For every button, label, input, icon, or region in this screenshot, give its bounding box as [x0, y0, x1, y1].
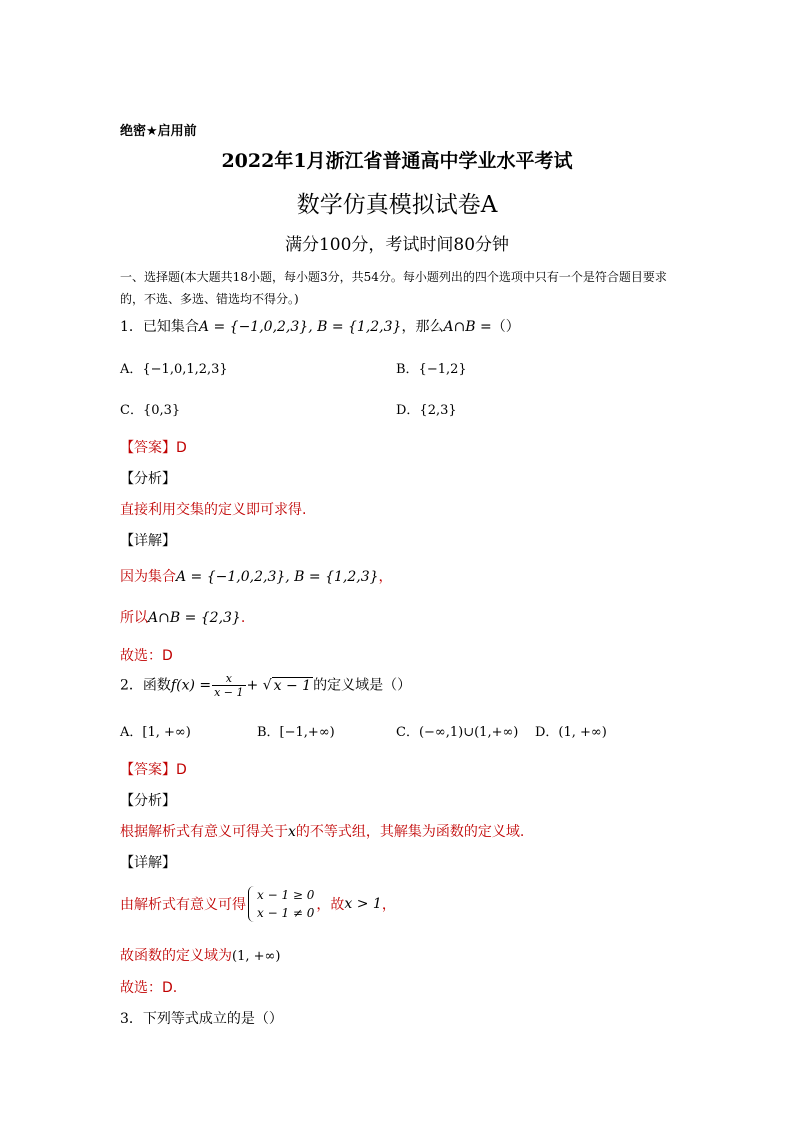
- q1-detail-line2: [120, 607, 245, 627]
- q1-option-a[interactable]: A．{−1,0,1,2,3}: [120, 362, 228, 377]
- q3-stem: 3．下列等式成立的是（）: [120, 1011, 283, 1027]
- q1-stem-suffix: （）: [491, 319, 520, 335]
- q2-stem-prefix: 2．函数: [120, 677, 171, 694]
- q1-detail2-math: A∩B = {2,3}: [148, 610, 241, 626]
- q2-detail1-mid: ，故: [316, 897, 345, 913]
- q2-choose: 故选：D.: [120, 980, 178, 996]
- q2-analysis-prefix: 根据解析式有意义可得关于: [120, 824, 288, 840]
- q2-option-c[interactable]: C．(−∞,1)∪(1,+∞): [396, 725, 519, 740]
- q1-answer-value: D: [176, 440, 187, 456]
- q2-sys-line2: x − 1 ≠ 0: [257, 906, 315, 920]
- q2-analysis-suffix: 的不等式组，其解集为函数的定义域.: [295, 824, 525, 840]
- secret-label: 绝密★启用前: [120, 124, 197, 139]
- q2-stem-suffix: 的定义域是（）: [313, 677, 412, 694]
- q1-stem-mid: ，那么: [401, 319, 444, 335]
- q2-detail1-math: x > 1: [344, 896, 382, 912]
- q1-detail1-math: A = {−1,0,2,3}, B = {1,2,3}: [176, 569, 379, 585]
- q2-detail-line1: [120, 886, 396, 922]
- q1-analysis: 直接利用交集的定义即可求得.: [120, 502, 307, 518]
- q2-detail-line2: [120, 945, 280, 965]
- q2-frac-den: x − 1: [214, 686, 244, 699]
- q1-option-b[interactable]: B．{−1,2}: [396, 362, 467, 377]
- q2-detail2-prefix: 故函数的定义域为: [120, 948, 232, 964]
- q1-stem: [120, 316, 520, 336]
- q2-analysis: [120, 821, 524, 841]
- q2-analysis-label: 【分析】: [120, 793, 176, 809]
- q1-detail-line1: [120, 566, 393, 586]
- q1-detail1-prefix: 因为集合: [120, 569, 176, 585]
- q2-sqrt-body: x − 1: [273, 677, 312, 694]
- q2-option-d[interactable]: D．(1, +∞): [535, 725, 607, 740]
- q1-answer: [120, 437, 187, 457]
- q2-inequality-system: [248, 886, 314, 922]
- exam-title: 2022年1月浙江省普通高中学业水平考试: [221, 150, 573, 172]
- section-intro: 一、选择题(本大题共18小题，每小题3分，共54分。每小题列出的四个选项中只有一个是符合题目要求的，不选、多选、错选均不得分。): [120, 270, 667, 306]
- score-time: 满分100分，考试时间80分钟: [284, 235, 510, 255]
- q2-detail1-prefix: 由解析式有意义可得: [120, 897, 246, 913]
- q2-fraction: [212, 672, 245, 699]
- q2-answer-value: D: [176, 762, 187, 778]
- q1-stem-math2: A∩B =: [443, 319, 492, 335]
- q2-detail2-math: (1, +∞): [232, 949, 281, 964]
- exam-subtitle: 数学仿真模拟试卷A: [296, 192, 498, 218]
- q2-option-a[interactable]: A．[1, +∞): [120, 725, 191, 740]
- q1-stem-math: A = {−1,0,2,3}, B = {1,2,3}: [198, 319, 402, 335]
- q1-analysis-label: 【分析】: [120, 471, 176, 487]
- q1-detail2-prefix: 所以: [120, 610, 148, 626]
- q1-answer-label: 【答案】: [120, 440, 176, 456]
- q1-choose: 故选：D: [120, 648, 173, 664]
- q1-detail2-suffix: .: [240, 610, 246, 626]
- q2-plus-sqrt: + √: [246, 677, 272, 694]
- q1-option-c[interactable]: C．{0,3}: [120, 403, 181, 418]
- q2-detail1-suffix: ，: [381, 897, 396, 913]
- q2-stem: [120, 672, 411, 699]
- q2-fx: f(x) =: [170, 677, 212, 694]
- q2-answer-label: 【答案】: [120, 762, 176, 778]
- q1-option-d[interactable]: D．{2,3}: [396, 403, 457, 418]
- q2-detail-label: 【详解】: [120, 855, 176, 871]
- q2-frac-num: x: [212, 672, 245, 686]
- q1-detail1-suffix: ，: [378, 569, 393, 585]
- q1-stem-prefix: 1．已知集合: [120, 319, 199, 335]
- q2-analysis-var: x: [288, 824, 296, 840]
- q1-detail-label: 【详解】: [120, 533, 176, 549]
- q2-sys-line1: x − 1 ≥ 0: [257, 888, 315, 902]
- q2-answer: [120, 759, 187, 779]
- q2-option-b[interactable]: B．[−1,+∞): [257, 725, 335, 740]
